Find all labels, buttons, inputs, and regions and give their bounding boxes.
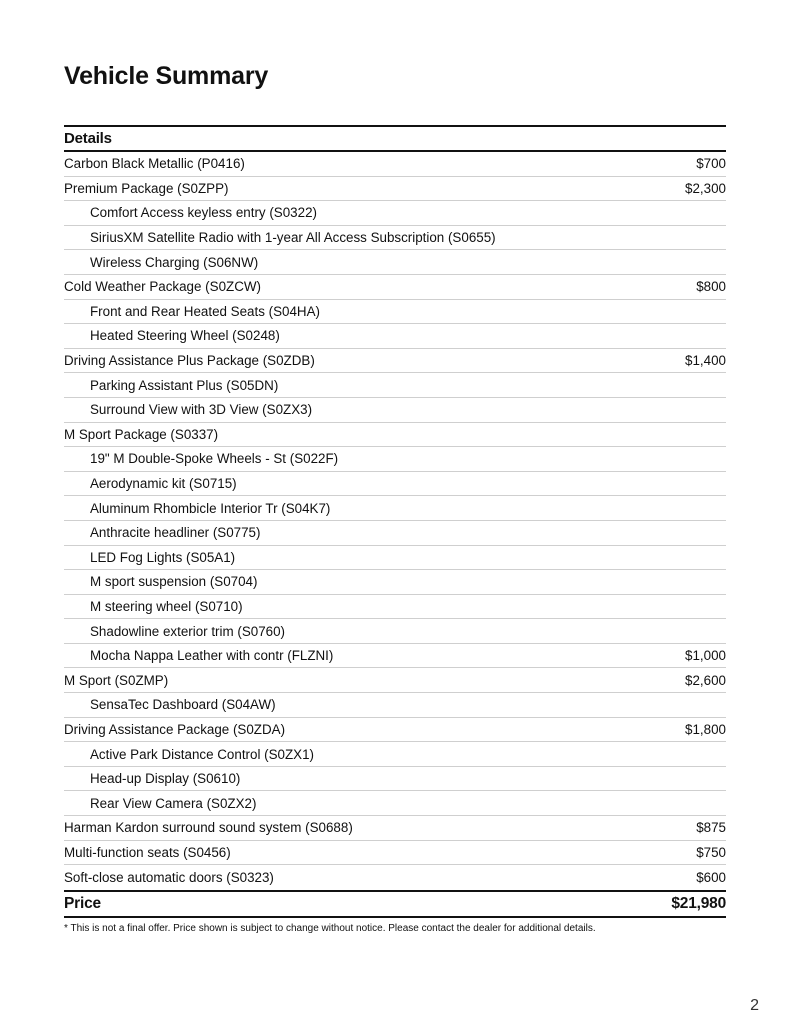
item-price: $700 (696, 156, 726, 172)
table-row (64, 841, 726, 866)
table-row (64, 595, 726, 620)
table-row (64, 472, 726, 497)
item-price: $2,600 (685, 672, 726, 688)
table-row (64, 496, 726, 521)
item-price: $875 (696, 820, 726, 836)
table-row (64, 275, 726, 300)
table-row (64, 447, 726, 472)
table-row (64, 570, 726, 595)
sub-item-name: Surround View with 3D View (S0ZX3) (90, 402, 313, 418)
item-name: Driving Assistance Plus Package (S0ZDB) (64, 353, 315, 369)
table-row (64, 177, 726, 202)
sub-item-name: M steering wheel (S0710) (90, 598, 243, 614)
table-row (64, 521, 726, 546)
table-row (64, 226, 726, 251)
table-row (64, 398, 726, 423)
item-price: $1,000 (685, 648, 726, 664)
table-row (64, 865, 726, 890)
table-row (64, 718, 726, 743)
item-price: $800 (696, 279, 726, 295)
sub-item-name: Comfort Access keyless entry (S0322) (90, 205, 317, 221)
item-name: Cold Weather Package (S0ZCW) (64, 279, 261, 295)
item-name: M Sport Package (S0337) (64, 426, 219, 442)
table-row (64, 546, 726, 571)
item-price: $1,400 (685, 353, 726, 369)
total-label: Price (64, 894, 101, 912)
sub-item-name: Shadowline exterior trim (S0760) (90, 623, 285, 639)
item-price: $600 (696, 870, 726, 886)
item-name: Multi-function seats (S0456) (64, 844, 231, 860)
sub-item-name: Rear View Camera (S0ZX2) (90, 795, 257, 811)
table-row (64, 791, 726, 816)
table-row (64, 349, 726, 374)
table-row (64, 423, 726, 448)
sub-item-name: Front and Rear Heated Seats (S04HA) (90, 303, 320, 319)
table-row (64, 373, 726, 398)
sub-item-name: SensaTec Dashboard (S04AW) (90, 697, 276, 713)
sub-item-name: Active Park Distance Control (S0ZX1) (90, 746, 314, 762)
table-row (64, 668, 726, 693)
page-title: Vehicle Summary (64, 62, 269, 90)
total-value: $21,980 (671, 894, 726, 912)
table-row (64, 767, 726, 792)
table-row (64, 742, 726, 767)
table-row (64, 300, 726, 325)
sub-item-name: Head-up Display (S0610) (90, 771, 241, 787)
sub-item-name: Parking Assistant Plus (S05DN) (90, 377, 279, 393)
table-row (64, 152, 726, 177)
table-row (64, 250, 726, 275)
table-row (64, 324, 726, 349)
line-items (64, 152, 726, 890)
sub-item-name: Aerodynamic kit (S0715) (90, 476, 237, 492)
table-row (64, 619, 726, 644)
sub-item-name: Aluminum Rhombicle Interior Tr (S04K7) (90, 500, 331, 516)
item-name: Premium Package (S0ZPP) (64, 180, 229, 196)
details-header-label: Details (64, 130, 112, 147)
table-row (64, 693, 726, 718)
sub-item-name: Mocha Nappa Leather with contr (FLZNI) (90, 648, 334, 664)
total-row (64, 890, 726, 918)
item-price: $750 (696, 844, 726, 860)
vehicle-summary-table (64, 125, 726, 918)
item-price: $2,300 (685, 180, 726, 196)
sub-item-name: 19" M Double-Spoke Wheels - St (S022F) (90, 451, 339, 467)
sub-item-name: Anthracite headliner (S0775) (90, 525, 261, 541)
item-name: Driving Assistance Package (S0ZDA) (64, 721, 286, 737)
item-name: M Sport (S0ZMP) (64, 672, 169, 688)
item-name: Soft-close automatic doors (S0323) (64, 870, 274, 886)
table-row (64, 644, 726, 669)
item-price: $1,800 (685, 721, 726, 737)
sub-item-name: LED Fog Lights (S05A1) (90, 549, 236, 565)
table-row (64, 201, 726, 226)
sub-item-name: Heated Steering Wheel (S0248) (90, 328, 280, 344)
disclaimer: * This is not a final offer. Price shown is subject to change without notice. Please contact the dealer for additional details. (64, 923, 596, 934)
page-number: 2 (750, 997, 759, 1014)
sub-item-name: SiriusXM Satellite Radio with 1-year All Access Subscription (S0655) (90, 230, 496, 246)
sub-item-name: Wireless Charging (S06NW) (90, 254, 259, 270)
item-name: Carbon Black Metallic (P0416) (64, 156, 245, 172)
item-name: Harman Kardon surround sound system (S0688) (64, 820, 353, 836)
table-row (64, 816, 726, 841)
sub-item-name: M sport suspension (S0704) (90, 574, 258, 590)
details-header (64, 125, 726, 152)
